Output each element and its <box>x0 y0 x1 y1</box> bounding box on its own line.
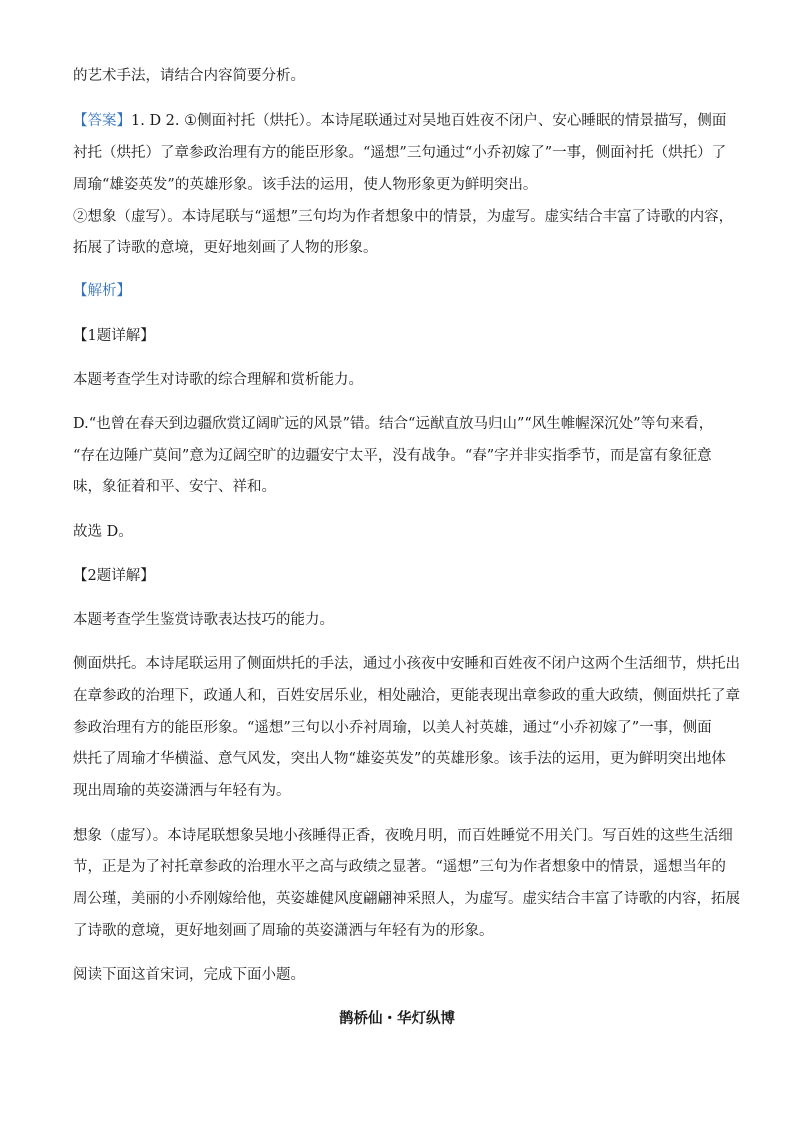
q1-body-line: D.“也曾在春天到边疆欣赏辽阔旷远的风景”错。结合“远猷直放马归山”“风生帷幄深沉处”等句来看， <box>73 416 714 432</box>
q2-body-line: 现出周瑜的英姿潇洒与年轻有为。 <box>73 783 291 799</box>
answer-line: 周瑜“雄姿英发”的英雄形象。该手法的运用，使人物形象更为鲜明突出。 <box>73 177 538 193</box>
poem-title: 鹊桥仙・华灯纵博 <box>339 1010 455 1027</box>
question-text: 的艺术手法，请结合内容简要分析。 <box>73 68 305 84</box>
q2-body-line: 周公瑾，美丽的小乔刚嫁给他，英姿雄健风度翩翩神采照人，为虚写。虚实结合丰富了诗歌的内容，拓展 <box>73 891 740 907</box>
q2-intro: 本题考查学生鉴赏诗歌表达技巧的能力。 <box>73 612 334 628</box>
q1-body-line: 味，象征着和平、安宁、祥和。 <box>73 479 276 495</box>
q2-body-line: 在章参政的治理下，政通人和，百姓安居乐业，相处融洽，更能表现出章参政的重大政绩，侧面烘托了章 <box>73 688 740 704</box>
q2-body-line: 想象（虚写）。本诗尾联想象吴地小孩睡得正香，夜晚月明，而百姓睡觉不用关门。写百姓的这些生活细 <box>73 828 733 844</box>
q2-heading: 【2题详解】 <box>73 568 155 584</box>
answer-line: 衬托（烘托）了章参政治理有方的能臣形象。“遥想”三句通过“小乔初嫁了”一事，侧面衬托（烘托）了 <box>73 145 727 161</box>
q2-body-line: 参政治理有方的能臣形象。“遥想”三句以小乔衬周瑜，以美人衬英雄，通过“小乔初嫁了”一事，侧面 <box>73 720 712 736</box>
answer-tag: 【答案】 <box>73 113 131 129</box>
q2-body-line: 侧面烘托。本诗尾联运用了侧面烘托的手法，通过小孩夜中安睡和百姓夜不闭户这两个生活细节，烘托出 <box>73 656 740 672</box>
q2-body-line: 节，正是为了衬托章参政的治理水平之高与政绩之显著。“遥想”三句为作者想象中的情景，遥想当年的 <box>73 859 726 875</box>
q1-intro: 本题考查学生对诗歌的综合理解和赏析能力。 <box>73 372 363 388</box>
q2-body-line: 了诗歌的意境，更好地刻画了周瑜的英姿潇洒与年轻有为的形象。 <box>73 923 494 939</box>
q2-body-line: 烘托了周瑜才华横溢、意气风发，突出人物“雄姿英发”的英雄形象。该手法的运用，更为鲜明突出地体 <box>73 751 726 767</box>
answer-text: 1. D 2. ①侧面衬托（烘托）。本诗尾联通过对吴地百姓夜不闭户、安心睡眠的情景描写，侧面 <box>131 113 727 129</box>
q1-conclusion: 故选 D。 <box>73 524 133 540</box>
analysis-tag: 【解析】 <box>73 283 131 299</box>
q1-heading: 【1题详解】 <box>73 328 155 344</box>
q1-body-line: “存在边陲广莫间”意为辽阔空旷的边疆安宁太平，没有战争。“春”字并非实指季节，而是富有象征意 <box>73 448 712 464</box>
answer-line: ②想象（虚写）。本诗尾联与“遥想”三句均为作者想象中的情景，为虚写。虚实结合丰富了诗歌的内容， <box>73 209 734 225</box>
answer-line: 拓展了诗歌的意境，更好地刻画了人物的形象。 <box>73 240 378 256</box>
answer-paragraph <box>73 111 733 131</box>
reading-instruction: 阅读下面这首宋词，完成下面小题。 <box>73 967 305 983</box>
